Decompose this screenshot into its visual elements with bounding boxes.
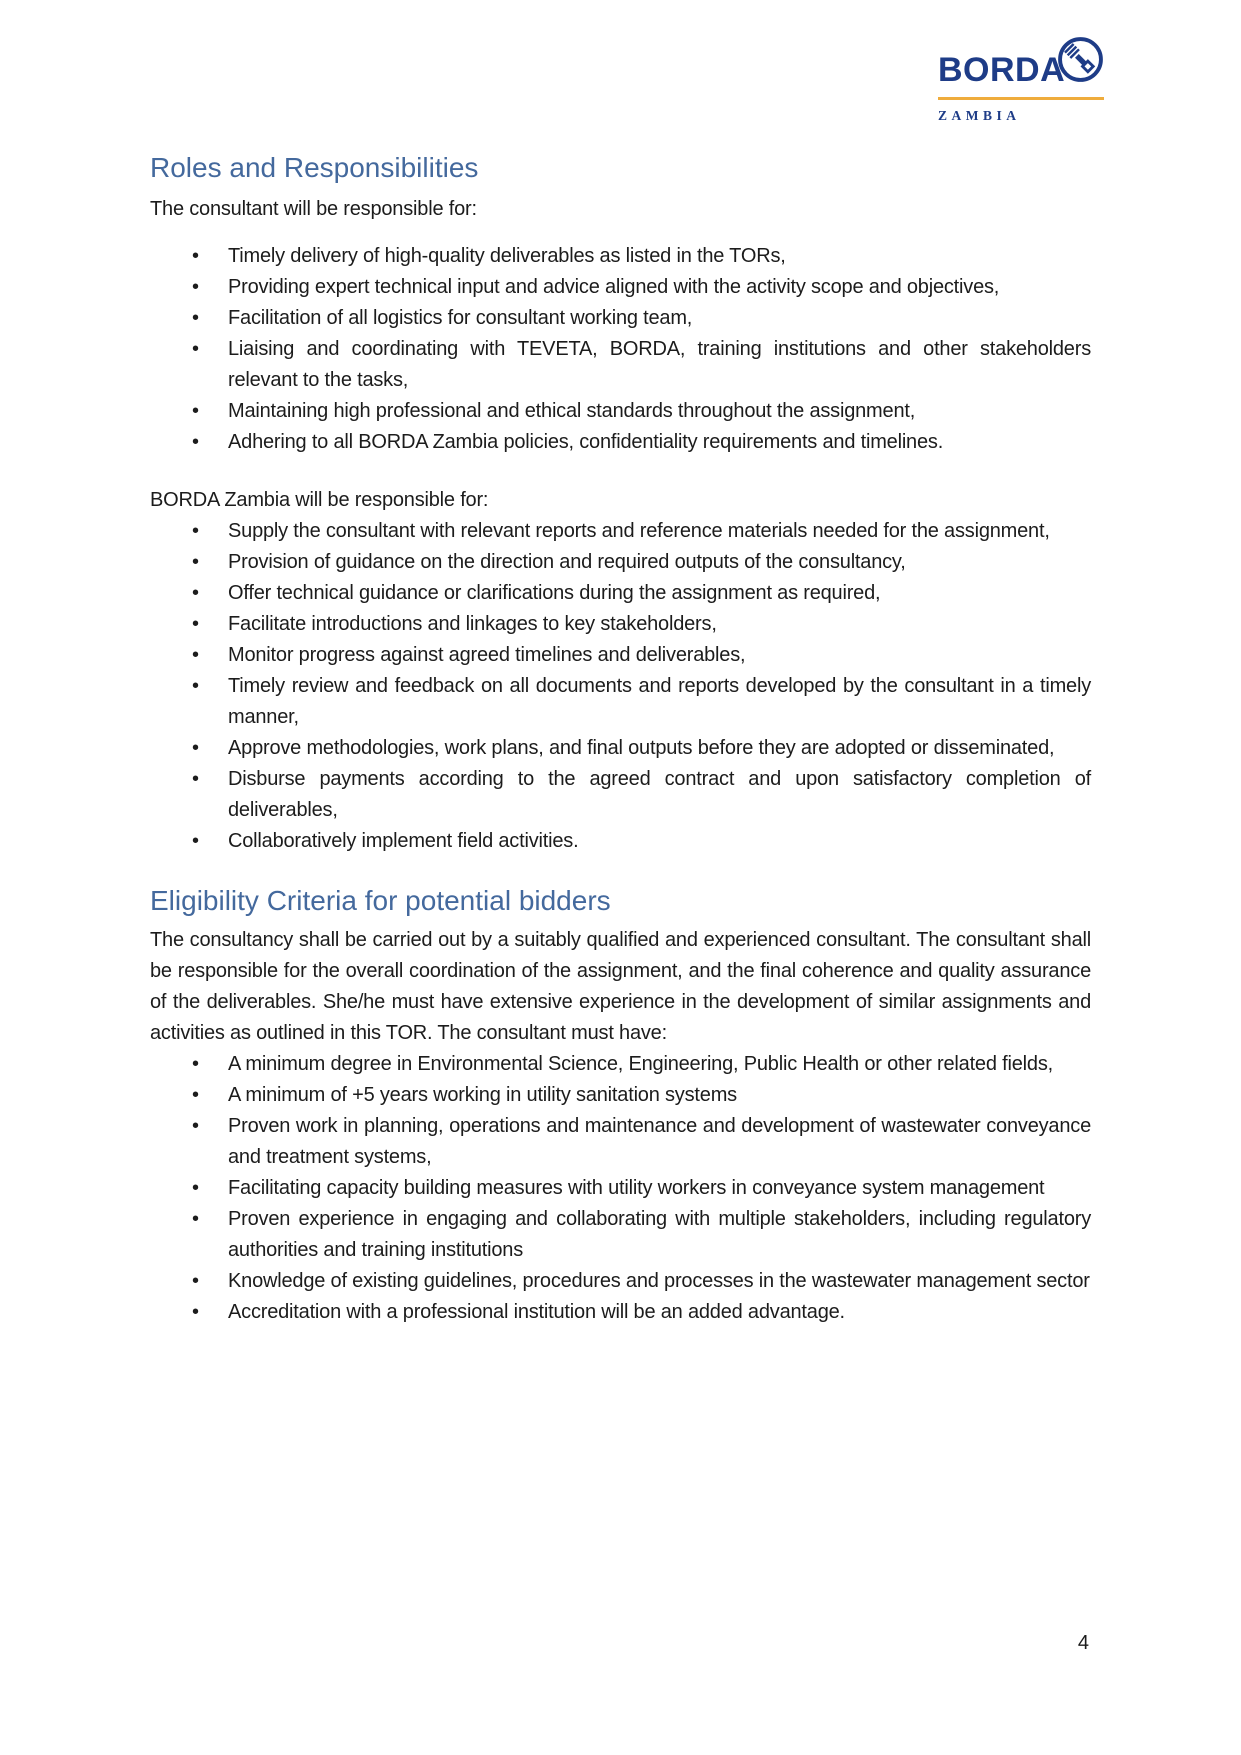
list-item: • Facilitating capacity building measures with utility workers in conveyance system management [228, 1173, 1091, 1204]
list-item: • Maintaining high professional and ethical standards throughout the assignment, [228, 396, 1091, 427]
logo-brand-row [938, 36, 1104, 89]
eligibility-section-heading: Eligibility Criteria for potential bidders [150, 885, 611, 916]
list-item: • Supply the consultant with relevant reports and reference materials needed for the assignment, [228, 516, 1091, 547]
list-item: • Facilitate introductions and linkages to key stakeholders, [228, 609, 1091, 640]
logo-region-text: ZAMBIA [938, 108, 1021, 123]
list-item: • Monitor progress against agreed timelines and deliverables, [228, 640, 1091, 671]
list-item: • Proven experience in engaging and collaborating with multiple stakeholders, including regulatory authorities and training institutions [228, 1204, 1091, 1266]
list-item: • Timely review and feedback on all documents and reports developed by the consultant in a timely manner, [228, 671, 1091, 733]
list-item: • Provision of guidance on the direction and required outputs of the consultancy, [228, 547, 1091, 578]
document-content [150, 150, 1091, 1328]
logo-gold-divider [938, 97, 1104, 100]
roles-section-heading: Roles and Responsibilities [150, 152, 479, 183]
list-item: • Collaboratively implement field activities. [228, 826, 1091, 857]
handwash-tap-icon [1057, 36, 1104, 88]
list-item: • A minimum of +5 years working in utility sanitation systems [228, 1080, 1091, 1111]
borda-intro-paragraph: BORDA Zambia will be responsible for: [150, 489, 489, 511]
eligibility-paragraph: The consultancy shall be carried out by a suitably qualified and experienced consultant. The consultant shall be responsible for the overall coordination of the assignment, and the final coherence and quality assurance of the deliverables. She/he must have extensive experience in the development of similar assignments and activities as outlined in this TOR. The consultant must have: [150, 929, 1091, 1044]
list-item: • Adhering to all BORDA Zambia policies, confidentiality requirements and timelines. [228, 427, 1091, 458]
eligibility-criteria-list [150, 1049, 1091, 1328]
list-item: • Liaising and coordinating with TEVETA, BORDA, training institutions and other stakeholders relevant to the tasks, [228, 334, 1091, 396]
list-item: • Accreditation with a professional institution will be an added advantage. [228, 1297, 1091, 1328]
list-item: • Approve methodologies, work plans, and final outputs before they are adopted or disseminated, [228, 733, 1091, 764]
list-item: • Offer technical guidance or clarifications during the assignment as required, [228, 578, 1091, 609]
borda-responsibilities-list [150, 516, 1091, 857]
page-number: 4 [1077, 1632, 1089, 1654]
consultant-responsibilities-list [150, 241, 1091, 458]
list-item: • Facilitation of all logistics for consultant working team, [228, 303, 1091, 334]
list-item: • Knowledge of existing guidelines, procedures and processes in the wastewater management sector [228, 1266, 1091, 1297]
borda-zambia-logo [938, 36, 1104, 124]
list-item: • A minimum degree in Environmental Science, Engineering, Public Health or other related fields, [228, 1049, 1091, 1080]
list-item: • Providing expert technical input and advice aligned with the activity scope and objectives, [228, 272, 1091, 303]
list-item: • Disburse payments according to the agreed contract and upon satisfactory completion of deliverables, [228, 764, 1091, 826]
list-item: • Proven work in planning, operations and maintenance and development of wastewater conveyance and treatment systems, [228, 1111, 1091, 1173]
logo-brand-text: BORDA [938, 51, 1066, 89]
list-item: • Timely delivery of high-quality deliverables as listed in the TORs, [228, 241, 1091, 272]
consultant-intro-paragraph: The consultant will be responsible for: [150, 198, 477, 220]
